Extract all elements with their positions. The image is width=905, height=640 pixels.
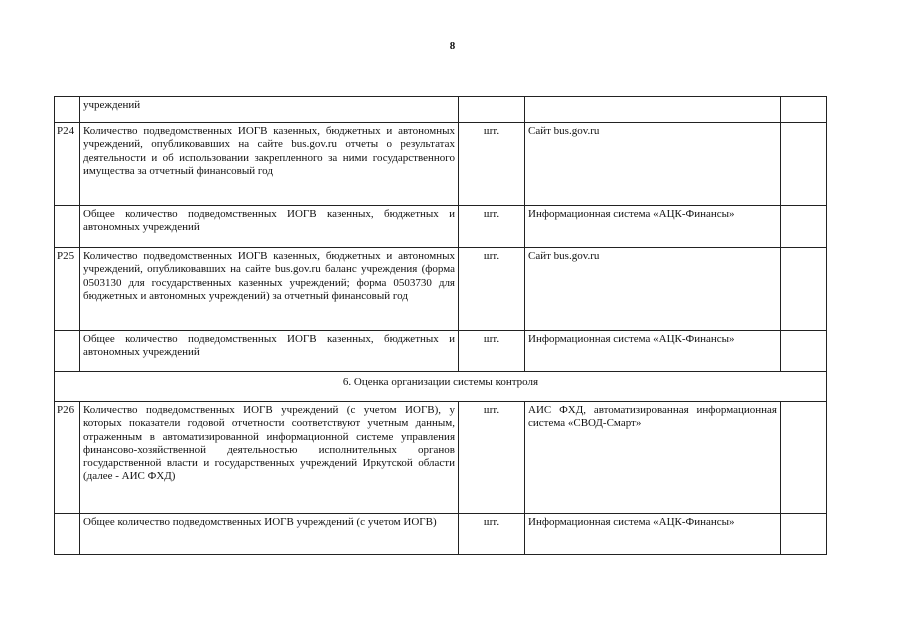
description-cell: Общее количество подведомственных ИОГВ казенных, бюджетных и автономных учреждений (80, 331, 459, 372)
section-row (55, 372, 827, 402)
description-cell: Количество подведомственных ИОГВ казенных, бюджетных и автономных учреждений, опубликовавших на сайте bus.gov.ru баланс учреждения (форма 0503130 для государственных казенных учреждений; форма 0503730 для бюджетных и автономных учреждений) за отчетный финансовый год (80, 248, 459, 331)
empty-cell (781, 97, 827, 123)
empty-cell (781, 123, 827, 206)
indicators-table (54, 96, 827, 555)
unit-cell: шт. (459, 206, 525, 248)
code-cell: Р25 (55, 248, 80, 331)
table-row (55, 514, 827, 555)
description-cell: Общее количество подведомственных ИОГВ учреждений (с учетом ИОГВ) (80, 514, 459, 555)
source-cell: Сайт bus.gov.ru (525, 123, 781, 206)
code-cell (55, 514, 80, 555)
unit-cell: шт. (459, 123, 525, 206)
source-cell: АИС ФХД, автоматизированная информационная система «СВОД-Смарт» (525, 402, 781, 514)
source-cell: Информационная система «АЦК-Финансы» (525, 514, 781, 555)
description-cell: Общее количество подведомственных ИОГВ казенных, бюджетных и автономных учреждений (80, 206, 459, 248)
table-row (55, 97, 827, 123)
empty-cell (781, 402, 827, 514)
empty-cell (781, 514, 827, 555)
page-number: 8 (449, 40, 456, 52)
section-heading: 6. Оценка организации системы контроля (55, 372, 827, 402)
empty-cell (781, 206, 827, 248)
empty-cell (781, 331, 827, 372)
table-row (55, 248, 827, 331)
table-row (55, 331, 827, 372)
source-cell: Информационная система «АЦК-Финансы» (525, 331, 781, 372)
source-cell: Сайт bus.gov.ru (525, 248, 781, 331)
unit-cell: шт. (459, 402, 525, 514)
code-cell: Р26 (55, 402, 80, 514)
description-cell: учреждений (80, 97, 459, 123)
code-cell (55, 97, 80, 123)
code-cell (55, 206, 80, 248)
table-row (55, 206, 827, 248)
source-cell: Информационная система «АЦК-Финансы» (525, 206, 781, 248)
code-cell (55, 331, 80, 372)
description-cell: Количество подведомственных ИОГВ казенных, бюджетных и автономных учреждений, опубликовавших на сайте bus.gov.ru отчеты о результатах деятельности и об использовании закрепленного за ними государственного имущества за отчетный финансовый год (80, 123, 459, 206)
empty-cell (781, 248, 827, 331)
description-cell: Количество подведомственных ИОГВ учреждений (с учетом ИОГВ), у которых показатели годовой отчетности соответствуют учетным данным, отраженным в автоматизированной информационной системе управления финансово-хозяйственной деятельностью исполнительных органов государственной власти и государственных учреждений Иркутской области (далее - АИС ФХД) (80, 402, 459, 514)
source-cell (525, 97, 781, 123)
table-row (55, 123, 827, 206)
code-cell: Р24 (55, 123, 80, 206)
unit-cell (459, 97, 525, 123)
unit-cell: шт. (459, 514, 525, 555)
table-row (55, 402, 827, 514)
unit-cell: шт. (459, 331, 525, 372)
unit-cell: шт. (459, 248, 525, 331)
